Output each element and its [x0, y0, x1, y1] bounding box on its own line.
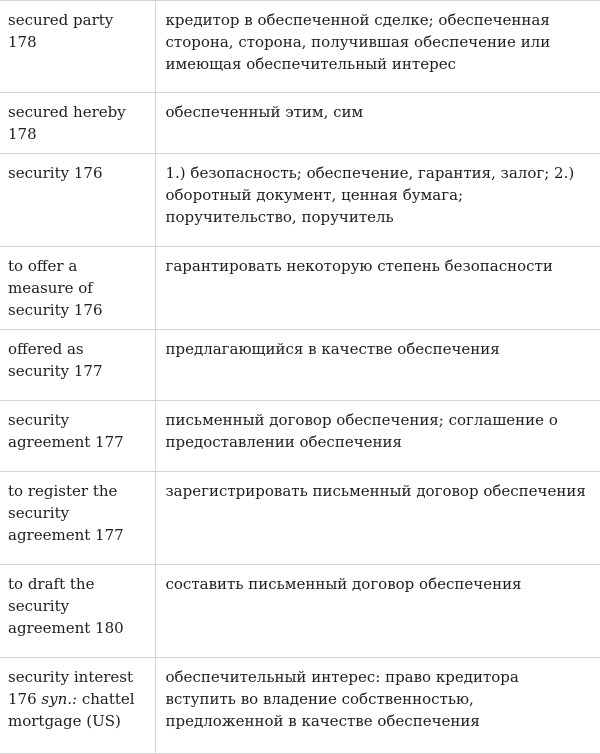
synonym-marker: syn.: — [41, 690, 78, 708]
table-row — [0, 472, 600, 565]
term-cell: secured party 178 — [0, 1, 155, 93]
definition-cell: письменный договор обеспечения; соглашение о предоставлении обеспечения — [155, 401, 600, 472]
definition-cell: 1.) безопасность; обеспечение, гарантия, залог; 2.) оборотный документ, ценная бумага; поручительство, поручитель — [155, 154, 600, 247]
table-row — [0, 330, 600, 401]
table-row — [0, 565, 600, 658]
table-row — [0, 93, 600, 154]
definition-cell: предлагающийся в качестве обеспечения — [155, 330, 600, 401]
term-cell: security 176 — [0, 154, 155, 247]
table-row — [0, 154, 600, 247]
definition-cell: гарантировать некоторую степень безопасности — [155, 247, 600, 330]
definition-cell: кредитор в обеспеченной сделке; обеспеченная сторона, сторона, получившая обеспечение или имеющая обеспечительный интерес — [155, 1, 600, 93]
synonym-text: chattel mortgage (US) — [8, 690, 135, 730]
term-cell — [0, 658, 155, 754]
definition-cell: обеспечительный интерес: право кредитора вступить во владение собственностью, предложенной в качестве обеспечения — [155, 658, 600, 754]
term-cell: secured hereby 178 — [0, 93, 155, 154]
definition-cell: составить письменный договор обеспечения — [155, 565, 600, 658]
term-cell: to offer a measure of security 176 — [0, 247, 155, 330]
term-text: security interest 176 — [8, 668, 134, 708]
term-cell: to register the security agreement 177 — [0, 472, 155, 565]
table-row — [0, 658, 600, 754]
term-cell: offered as security 177 — [0, 330, 155, 401]
table-row — [0, 247, 600, 330]
table-row — [0, 1, 600, 93]
term-cell: security agreement 177 — [0, 401, 155, 472]
definition-cell: зарегистрировать письменный договор обеспечения — [155, 472, 600, 565]
term-cell: to draft the security agreement 180 — [0, 565, 155, 658]
definition-cell: обеспеченный этим, сим — [155, 93, 600, 154]
table-row — [0, 401, 600, 472]
